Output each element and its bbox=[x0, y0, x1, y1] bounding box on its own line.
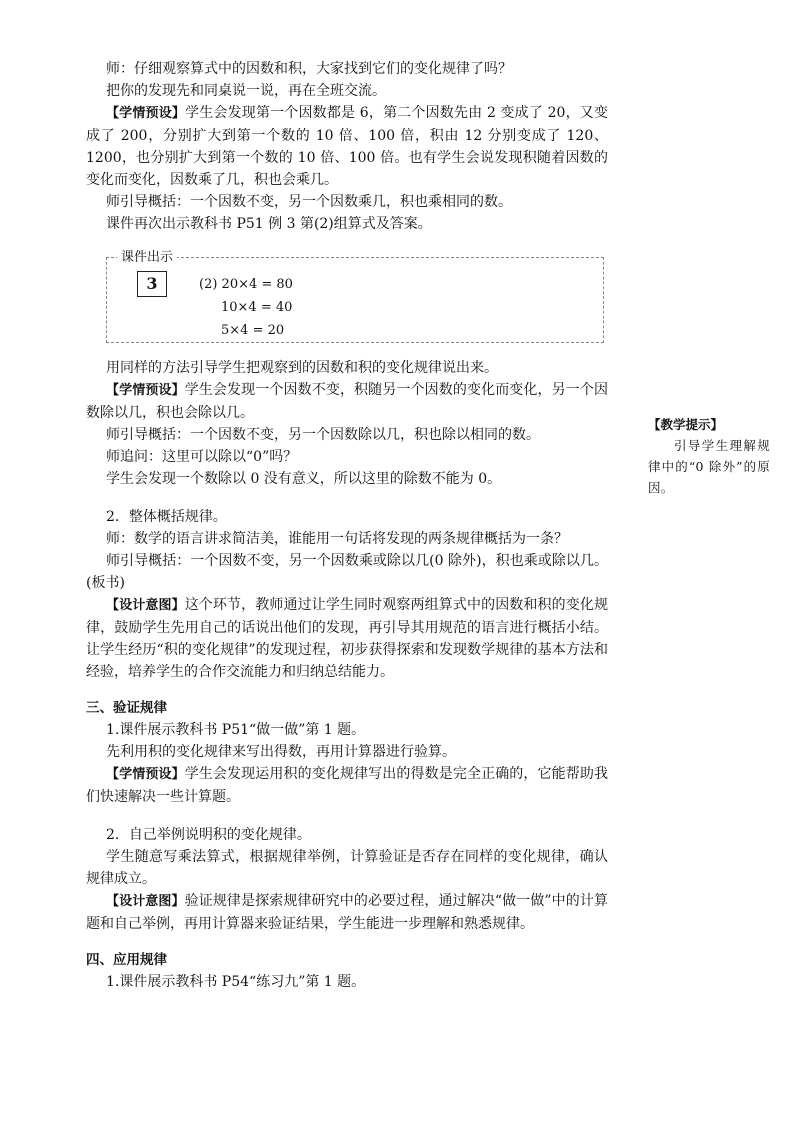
design-lead: 【设计意图】 bbox=[106, 598, 185, 613]
teacher-summary-combined: 师引导概括：一个因数不变，另一个因数乘或除以几(0 除外)，积也乘或除以几。(板书) bbox=[86, 553, 608, 591]
example-number: 3 bbox=[137, 271, 167, 297]
preset-text: 学生会发现运用积的变化规律写出的得数是完全正确的，它能帮助我们快速解决一些计算题。 bbox=[86, 766, 608, 805]
preset-lead: 【学情预设】 bbox=[106, 383, 185, 398]
learning-preset-2 bbox=[86, 379, 608, 424]
instruction-text: 学生随意写乘法算式，根据规律举例，计算验证是否存在同样的变化规律，确认规律成立。 bbox=[86, 849, 608, 887]
sidebar-text: 引导学生理解规律中的“0 除外”的原因。 bbox=[648, 438, 770, 495]
method-text: 用同样的方法引导学生把观察到的因数和积的变化规律说出来。 bbox=[106, 360, 498, 376]
preset-lead: 【学情预设】 bbox=[106, 767, 185, 782]
list-item: 1.课件展示教科书 P51“做一做”第 1 题。 bbox=[106, 722, 366, 738]
instruction-text: 先利用积的变化规律来写出得数，再用计算器进行验算。 bbox=[106, 744, 456, 760]
sidebar-title: 【教学提示】 bbox=[648, 417, 724, 432]
learning-preset-1 bbox=[86, 102, 608, 191]
student-finding: 学生会发现一个数除以 0 没有意义，所以这里的除数不能为 0。 bbox=[106, 471, 502, 487]
design-intent bbox=[86, 594, 608, 683]
teacher-summary-multiply: 师引导概括：一个因数不变，另一个因数乘几，积也乘相同的数。 bbox=[106, 194, 512, 210]
list-item: 1.课件展示教科书 P54“练习九”第 1 题。 bbox=[106, 974, 366, 990]
learning-preset-3 bbox=[86, 763, 608, 808]
teaching-tip-sidebar bbox=[648, 414, 770, 498]
preset-text: 学生会发现第一个因数都是 6，第二个因数先由 2 变成了 20，又变成了 200，分别扩大到第一个数的 10 倍、100 倍，积由 12 分别变成了 120、1200，也分别扩大到第一个数的 10 倍、100 倍。也有学生会说发现积随着因数的变化而变化，因数乘了几，积也会乘几。 bbox=[86, 105, 608, 188]
equation-2: 10×4 = 40 bbox=[221, 300, 293, 315]
preset-text: 学生会发现一个因数不变，积随另一个因数的变化而变化，另一个因数除以几，积也会除以几。 bbox=[86, 382, 608, 421]
teacher-follow-up: 师追问：这里可以除以“0”吗？ bbox=[106, 449, 298, 465]
list-item: 2．自己举例说明积的变化规律。 bbox=[106, 827, 311, 843]
equation-1: (2) 20×4 = 80 bbox=[199, 277, 293, 292]
design-text: 这个环节，教师通过让学生同时观察两组算式中的因数和积的变化规律，鼓励学生先用自己的话说出他们的发现，再引导其用规范的语言进行概括小结。让学生经历“积的变化规律”的发现过程，初步获得探索和发现数学规律的基本方法和经验，培养学生的合作交流能力和归纳总结能力。 bbox=[86, 597, 608, 680]
teacher-question: 师：数学的语言讲求简洁美，谁能用一句话将发现的两条规律概括为一条？ bbox=[106, 531, 568, 547]
design-text: 验证规律是探索规律研究中的必要过程，通过解决“做一做”中的计算题和自己举例，再用计算器来验证结果，学生能进一步理解和熟悉规律。 bbox=[86, 893, 608, 932]
design-intent bbox=[86, 890, 608, 935]
preset-lead: 【学情预设】 bbox=[106, 106, 186, 121]
courseware-label: 课件出示 bbox=[117, 249, 177, 267]
design-lead: 【设计意图】 bbox=[106, 894, 185, 909]
main-content bbox=[86, 58, 608, 993]
section-title: 2．整体概括规律。 bbox=[106, 509, 227, 525]
teacher-summary-divide: 师引导概括：一个因数不变，另一个因数除以几，积也除以相同的数。 bbox=[106, 427, 540, 443]
equation-3: 5×4 = 20 bbox=[221, 323, 285, 338]
instruction-text: 把你的发现先和同桌说一说，再在全班交流。 bbox=[106, 83, 386, 99]
part-heading-apply: 四、应用规律 bbox=[86, 952, 167, 968]
courseware-box bbox=[106, 250, 604, 343]
part-heading-verify: 三、验证规律 bbox=[86, 700, 167, 716]
teacher-question: 师：仔细观察算式中的因数和积，大家找到它们的变化规律了吗？ bbox=[106, 61, 512, 77]
courseware-instruction: 课件再次出示教科书 P51 例 3 第(2)组算式及答案。 bbox=[106, 216, 432, 232]
